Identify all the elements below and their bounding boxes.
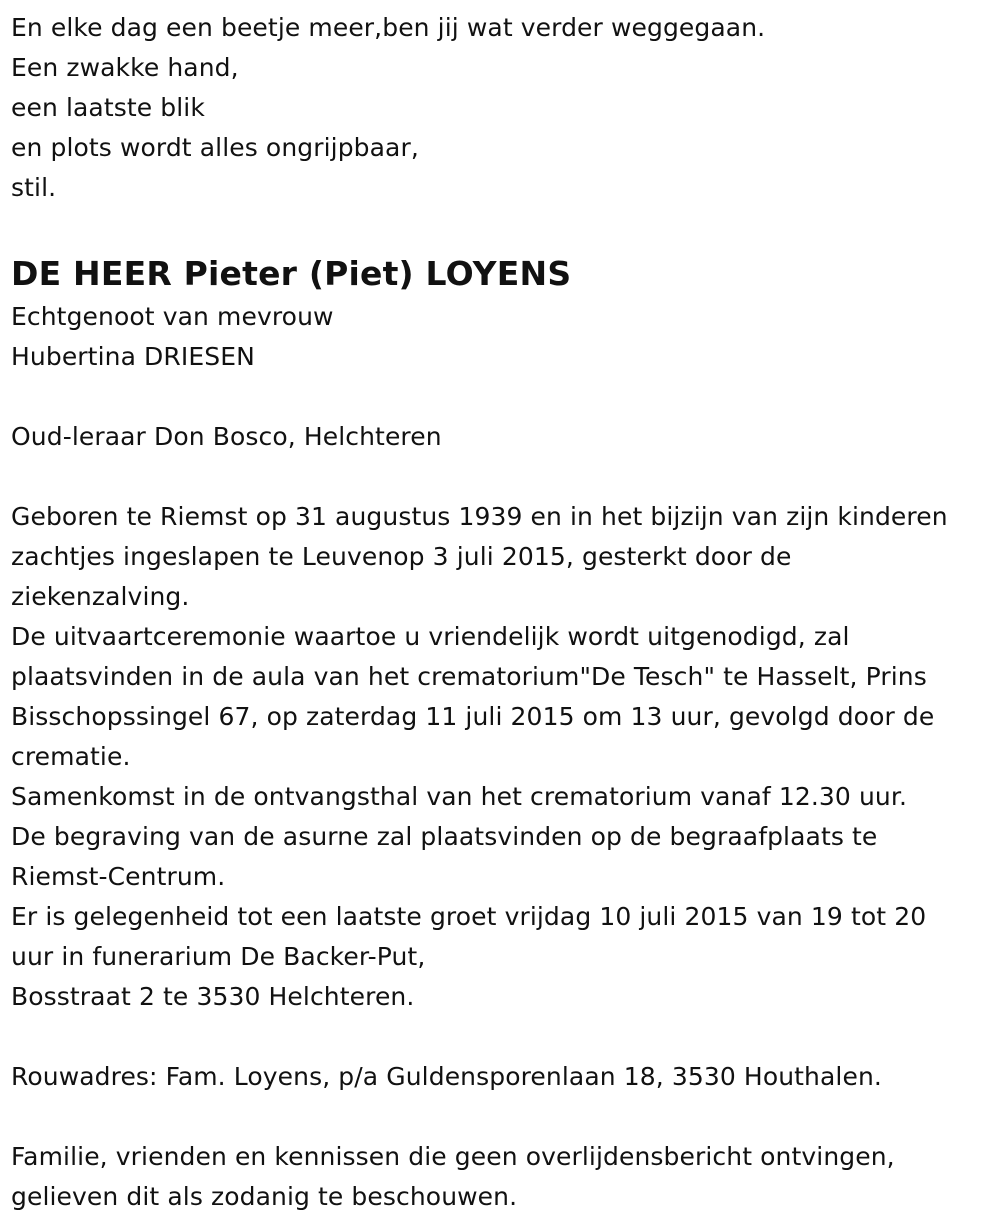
body-line: Riemst-Centrum. [11, 862, 226, 891]
poem-line: En elke dag een beetje meer,ben jij wat verder weggegaan. [11, 13, 766, 42]
body-line: Geboren te Riemst op 31 augustus 1939 en in het bijzijn van zijn kinderen [11, 502, 948, 531]
body-line: Er is gelegenheid tot een laatste groet vrijdag 10 juli 2015 van 19 tot 20 [11, 902, 927, 931]
spouse-line: Hubertina DRIESEN [11, 342, 255, 371]
closing-line: Familie, vrienden en kennissen die geen overlijdensbericht ontvingen, [11, 1142, 895, 1171]
closing-line: gelieven dit als zodanig te beschouwen. [11, 1182, 518, 1211]
body-line: Bosstraat 2 te 3530 Helchteren. [11, 982, 415, 1011]
poem-line: stil. [11, 173, 57, 202]
obituary-body [11, 497, 993, 1017]
body-line: plaatsvinden in de aula van het crematorium"De Tesch" te Hasselt, Prins [11, 662, 927, 691]
body-line: crematie. [11, 742, 131, 771]
body-line: uur in funerarium De Backer-Put, [11, 942, 426, 971]
body-line: De begraving van de asurne zal plaatsvinden op de begraafplaats te [11, 822, 878, 851]
poem-line: een laatste blik [11, 93, 205, 122]
body-line: De uitvaartceremonie waartoe u vriendelijk wordt uitgenodigd, zal [11, 622, 850, 651]
spouse-line: Echtgenoot van mevrouw [11, 302, 334, 331]
spacer [11, 377, 993, 417]
body-line: Bisschopssingel 67, op zaterdag 11 juli 2015 om 13 uur, gevolgd door de [11, 702, 935, 731]
memorial-poem [11, 8, 993, 208]
body-line: ziekenzalving. [11, 582, 190, 611]
body-line: zachtjes ingeslapen te Leuvenop 3 juli 2015, gesterkt door de [11, 542, 792, 571]
spouse-info [11, 297, 993, 377]
poem-line: en plots wordt alles ongrijpbaar, [11, 133, 419, 162]
deceased-name: DE HEER Pieter (Piet) LOYENS [11, 254, 572, 293]
closing-note [11, 1137, 993, 1217]
spacer [11, 1017, 993, 1057]
poem-line: Een zwakke hand, [11, 53, 239, 82]
body-line: Samenkomst in de ontvangsthal van het crematorium vanaf 12.30 uur. [11, 782, 908, 811]
mourning-address: Rouwadres: Fam. Loyens, p/a Guldensporenlaan 18, 3530 Houthalen. [11, 1062, 882, 1091]
obituary-notice [11, 8, 993, 1217]
spacer [11, 1097, 993, 1137]
occupation: Oud-leraar Don Bosco, Helchteren [11, 422, 442, 451]
spacer [11, 457, 993, 497]
